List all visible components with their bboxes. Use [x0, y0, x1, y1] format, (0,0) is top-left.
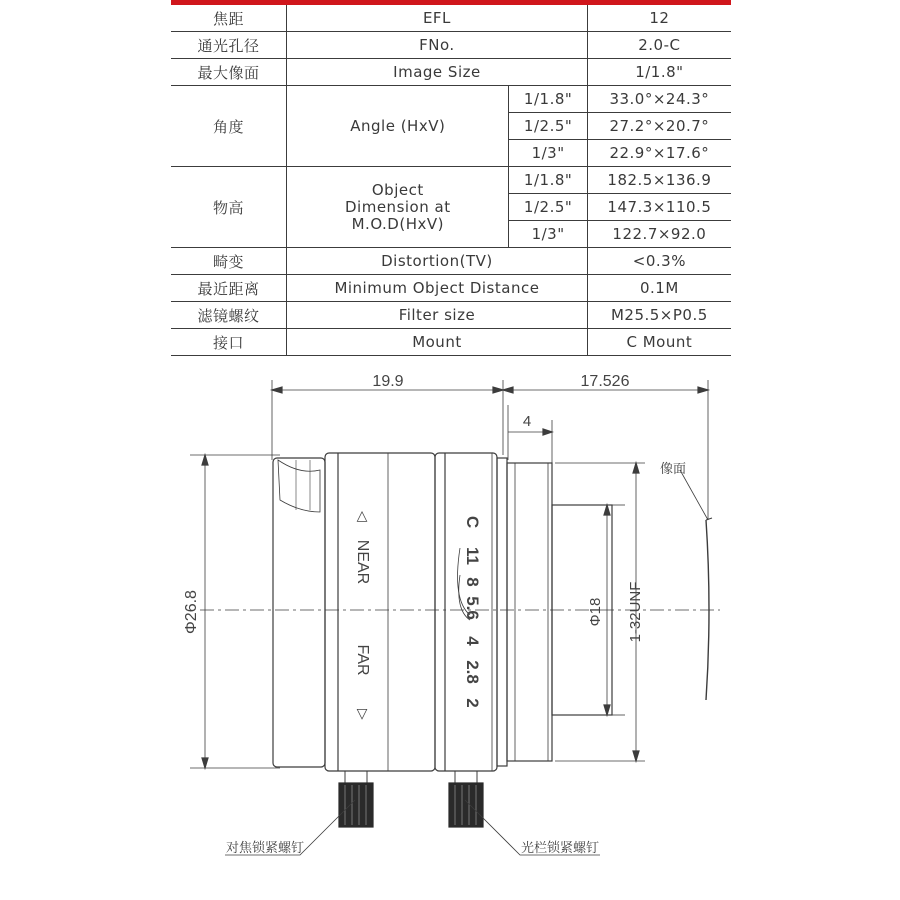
- row-value: 12: [587, 5, 731, 32]
- sensor-size: 1/2.5": [509, 194, 587, 221]
- row-value: 1/1.8": [587, 59, 731, 86]
- aperture-mark: 4: [463, 636, 482, 646]
- sensor-size: 1/3": [509, 140, 587, 167]
- iris-lock-screw: [449, 771, 483, 827]
- row-value: <0.3%: [587, 248, 731, 275]
- row-value: 122.7×92.0: [587, 221, 731, 248]
- row-label-en: Filter size: [287, 302, 588, 329]
- row-value: 0.1M: [587, 275, 731, 302]
- rear-diameter-dimension: Φ18: [587, 597, 604, 627]
- row-value: 147.3×110.5: [587, 194, 731, 221]
- row-value: 182.5×136.9: [587, 167, 731, 194]
- row-label-cn: 焦距: [171, 5, 287, 32]
- row-value: 22.9°×17.6°: [587, 140, 731, 167]
- row-label-en-line: M.O.D(HxV): [351, 214, 444, 233]
- row-label-cn: 最大像面: [171, 59, 287, 86]
- row-value: 27.2°×20.7°: [587, 113, 731, 140]
- aperture-mark: 5.6: [463, 596, 482, 620]
- row-label-cn: 角度: [171, 86, 287, 167]
- row-label-en: Minimum Object Distance: [287, 275, 588, 302]
- aperture-scale: [463, 516, 482, 708]
- mount-depth-dimension: 4: [522, 413, 532, 430]
- row-value: M25.5×P0.5: [587, 302, 731, 329]
- row-label-en: Angle (HxV): [287, 86, 509, 167]
- back-focus-dimension: 17.526: [580, 373, 630, 390]
- row-label-en: Image Size: [287, 59, 588, 86]
- row-label-en: FNo.: [287, 32, 588, 59]
- row-label-en: Mount: [287, 329, 588, 356]
- aperture-mark: 2: [463, 698, 482, 708]
- sensor-size: 1/2.5": [509, 113, 587, 140]
- row-label-en-line: Dimension at: [345, 197, 451, 216]
- thread-dimension: 1-32UNF: [627, 581, 644, 643]
- diameter-dimension: Φ26.8: [183, 590, 200, 634]
- row-label-en: Distortion(TV): [287, 248, 588, 275]
- focus-screw-label: 对焦锁紧螺钉: [225, 840, 305, 855]
- row-label-cn: 滤镜螺纹: [171, 302, 287, 329]
- aperture-mark: 2.8: [463, 660, 482, 684]
- row-value: 33.0°×24.3°: [587, 86, 731, 113]
- near-label: NEAR: [354, 539, 371, 585]
- iris-screw-label: 光栏锁紧螺钉: [520, 840, 600, 855]
- row-value: 2.0-C: [587, 32, 731, 59]
- row-label-cn: 通光孔径: [171, 32, 287, 59]
- row-label-en: EFL: [287, 5, 588, 32]
- image-plane-label: 像面: [660, 461, 687, 476]
- length-dimension: 19.9: [372, 373, 404, 390]
- row-label-cn: 物高: [171, 167, 287, 248]
- aperture-mark: C: [463, 515, 482, 529]
- sensor-size: 1/1.8": [509, 86, 587, 113]
- far-label: FAR: [354, 644, 371, 676]
- near-arrow-icon: △: [356, 507, 368, 523]
- row-label-en-line: Object: [371, 180, 424, 199]
- row-label-cn: 畸变: [171, 248, 287, 275]
- focus-lock-screw: [339, 771, 373, 827]
- sensor-size: 1/3": [509, 221, 587, 248]
- far-arrow-icon: ▽: [356, 705, 368, 721]
- aperture-mark: 11: [463, 547, 482, 565]
- row-label-cn: 接口: [171, 329, 287, 356]
- sensor-size: 1/1.8": [509, 167, 587, 194]
- row-label-cn: 最近距离: [171, 275, 287, 302]
- aperture-mark: 8: [463, 577, 482, 587]
- row-value: C Mount: [587, 329, 731, 356]
